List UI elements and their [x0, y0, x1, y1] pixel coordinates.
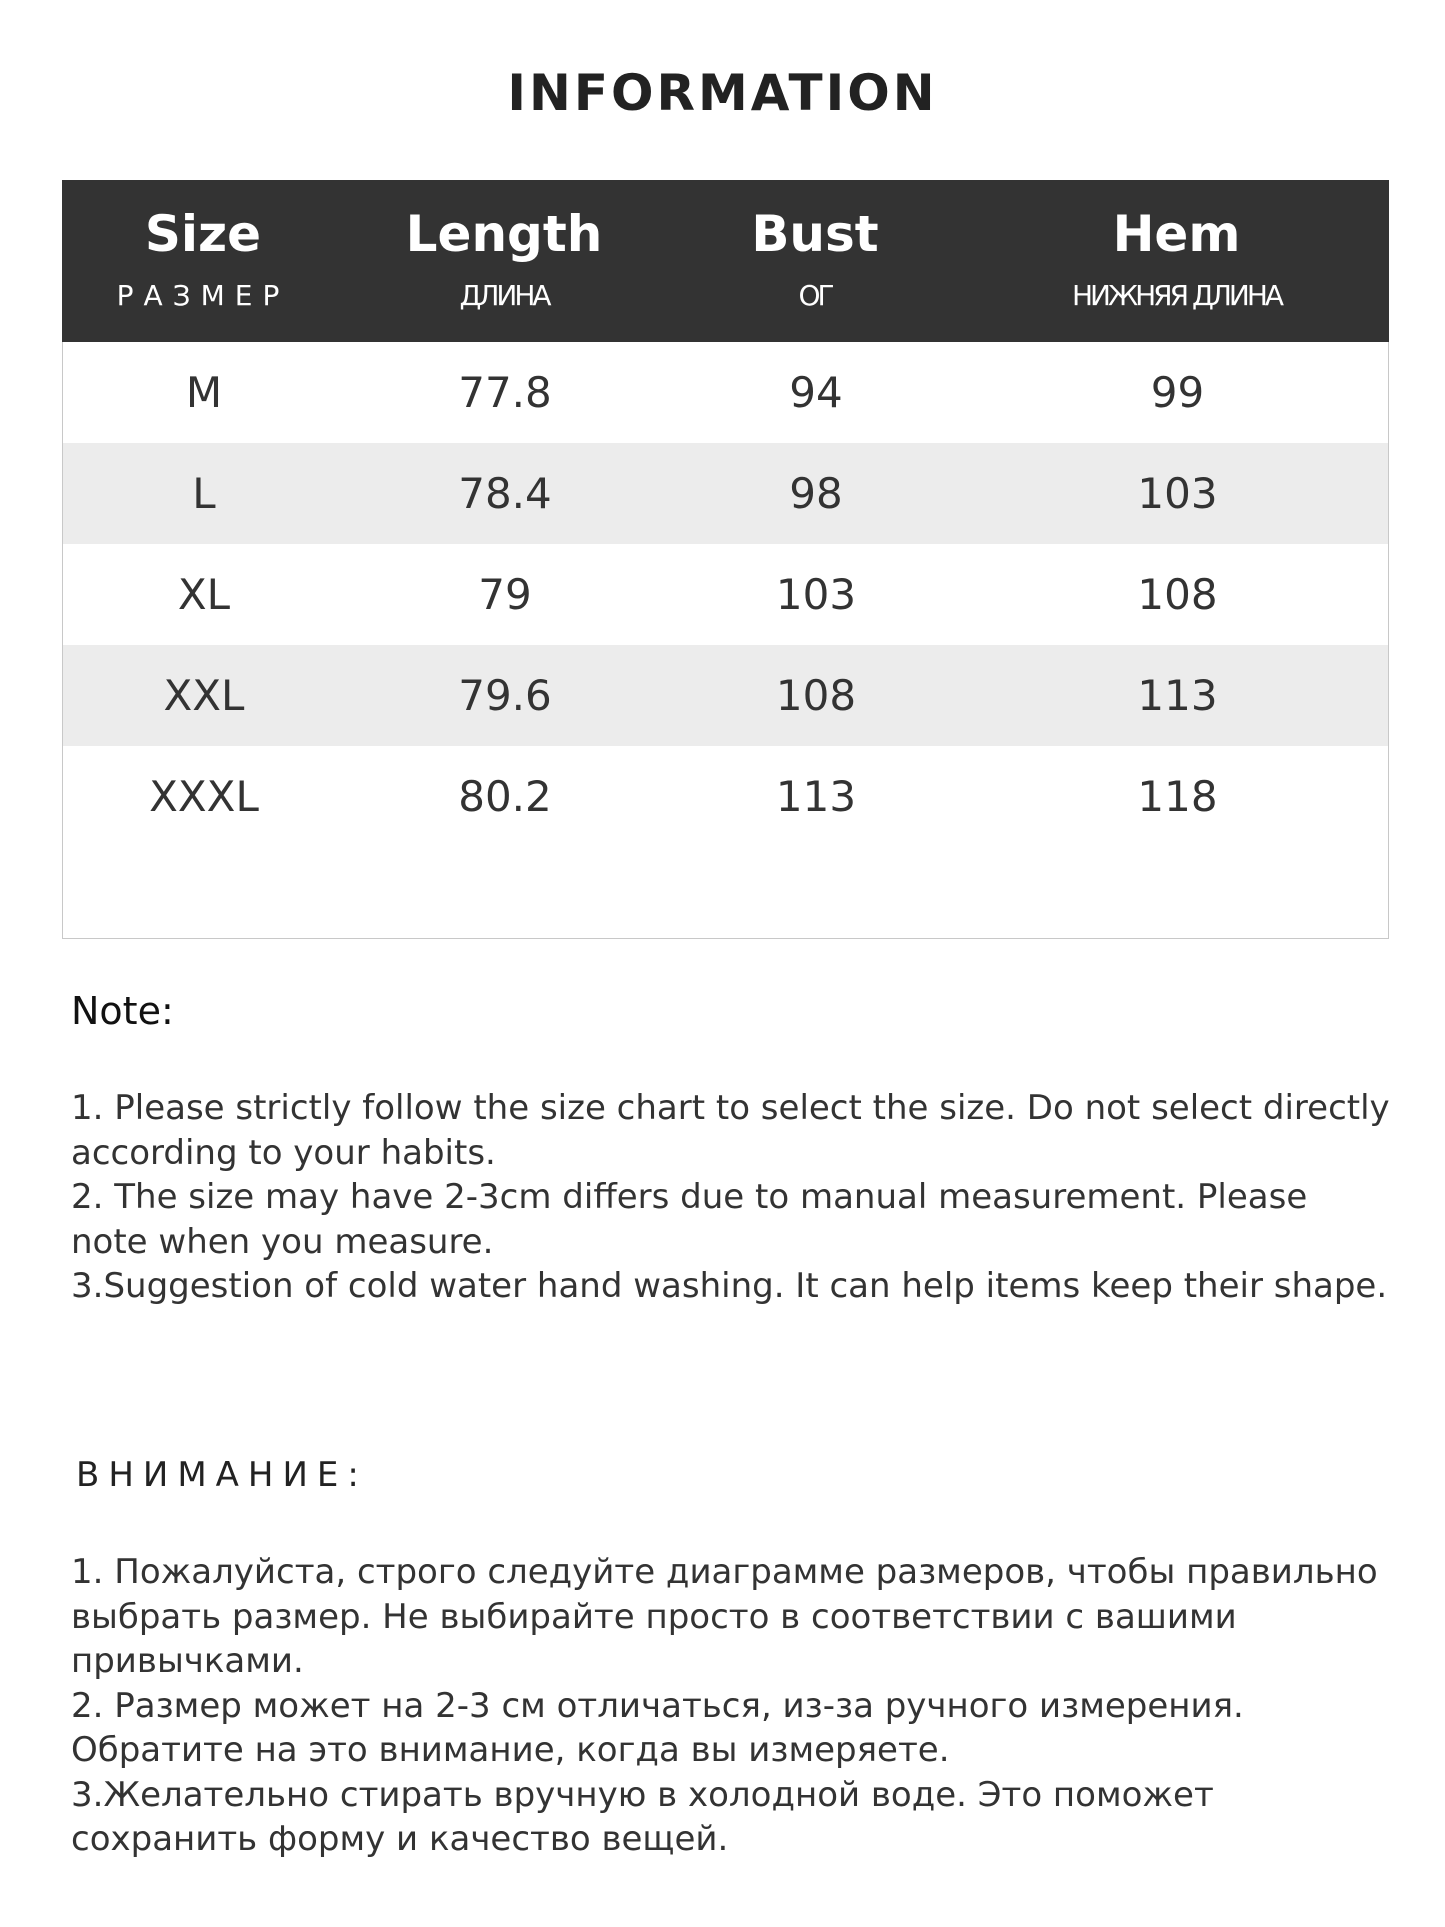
table-row — [63, 645, 1388, 746]
cell-bust: 103 — [775, 570, 857, 619]
header-bust-label: Bust — [751, 205, 879, 263]
cell-size: XXL — [163, 671, 245, 720]
cell-hem: 99 — [1150, 368, 1205, 417]
cell-bust: 98 — [789, 469, 843, 518]
cell-hem: 113 — [1137, 671, 1218, 720]
cell-hem: 103 — [1137, 469, 1218, 518]
cell-bust: 108 — [775, 671, 857, 720]
header-hem-label: Hem — [1112, 205, 1241, 263]
note-heading: Note: — [71, 989, 174, 1033]
note-item-ru: 1. Пожалуйста, строго следуйте диаграмме размеров, чтобы правильно выбрать размер. Не выбирайте просто в соответствии с вашими привычками. — [71, 1552, 1378, 1681]
table-row — [63, 746, 1388, 847]
cell-size: XXXL — [149, 772, 259, 821]
cell-hem: 118 — [1137, 772, 1218, 821]
header-bust — [664, 180, 966, 342]
note-list-en — [71, 1086, 1391, 1309]
cell-length: 79.6 — [458, 671, 552, 720]
note-item: 3.Suggestion of cold water hand washing. It can help items keep their shape. — [71, 1266, 1388, 1306]
cell-length: 79 — [478, 570, 532, 619]
cell-length: 77.8 — [458, 368, 552, 417]
note-item-ru: 3.Желательно стирать вручную в холодной воде. Это поможет сохранить форму и качество вещей. — [71, 1774, 1214, 1859]
note-item: 2. The size may have 2-3cm differs due to manual measurement. Please note when you measure. — [71, 1177, 1308, 1262]
header-hem-label-ru: НИЖНЯЯ ДЛИНА — [1071, 279, 1282, 312]
table-header — [62, 180, 1389, 342]
cell-size: M — [185, 368, 223, 417]
note-heading-ru: ВНИМАНИЕ: — [76, 1455, 368, 1495]
table-row — [63, 544, 1388, 645]
header-hem — [966, 180, 1387, 342]
cell-size: L — [192, 469, 216, 518]
header-length-label: Length — [405, 205, 603, 263]
note-item: 1. Please strictly follow the size chart to select the size. Do not select directly according to your habits. — [71, 1088, 1390, 1173]
table-row — [63, 443, 1388, 544]
size-chart-table — [62, 180, 1389, 939]
note-item-ru: 2. Размер может на 2-3 см отличаться, из-за ручного измерения. Обратите на это внимание, когда вы измеряете. — [71, 1685, 1244, 1770]
cell-hem: 108 — [1137, 570, 1218, 619]
cell-length: 78.4 — [458, 469, 552, 518]
cell-bust: 113 — [775, 772, 857, 821]
cell-size: XL — [177, 570, 231, 619]
cell-length: 80.2 — [458, 772, 552, 821]
page-title: INFORMATION — [507, 64, 938, 122]
header-size-label: Size — [144, 205, 262, 263]
cell-bust: 94 — [789, 368, 843, 417]
header-bust-label-ru: ОГ — [798, 279, 832, 312]
header-size-label-ru: РАЗМЕР — [116, 279, 290, 312]
header-length-label-ru: ДЛИНА — [459, 279, 549, 312]
header-size — [62, 180, 344, 342]
header-length — [344, 180, 664, 342]
note-list-ru — [71, 1550, 1391, 1862]
table-row — [63, 342, 1388, 443]
